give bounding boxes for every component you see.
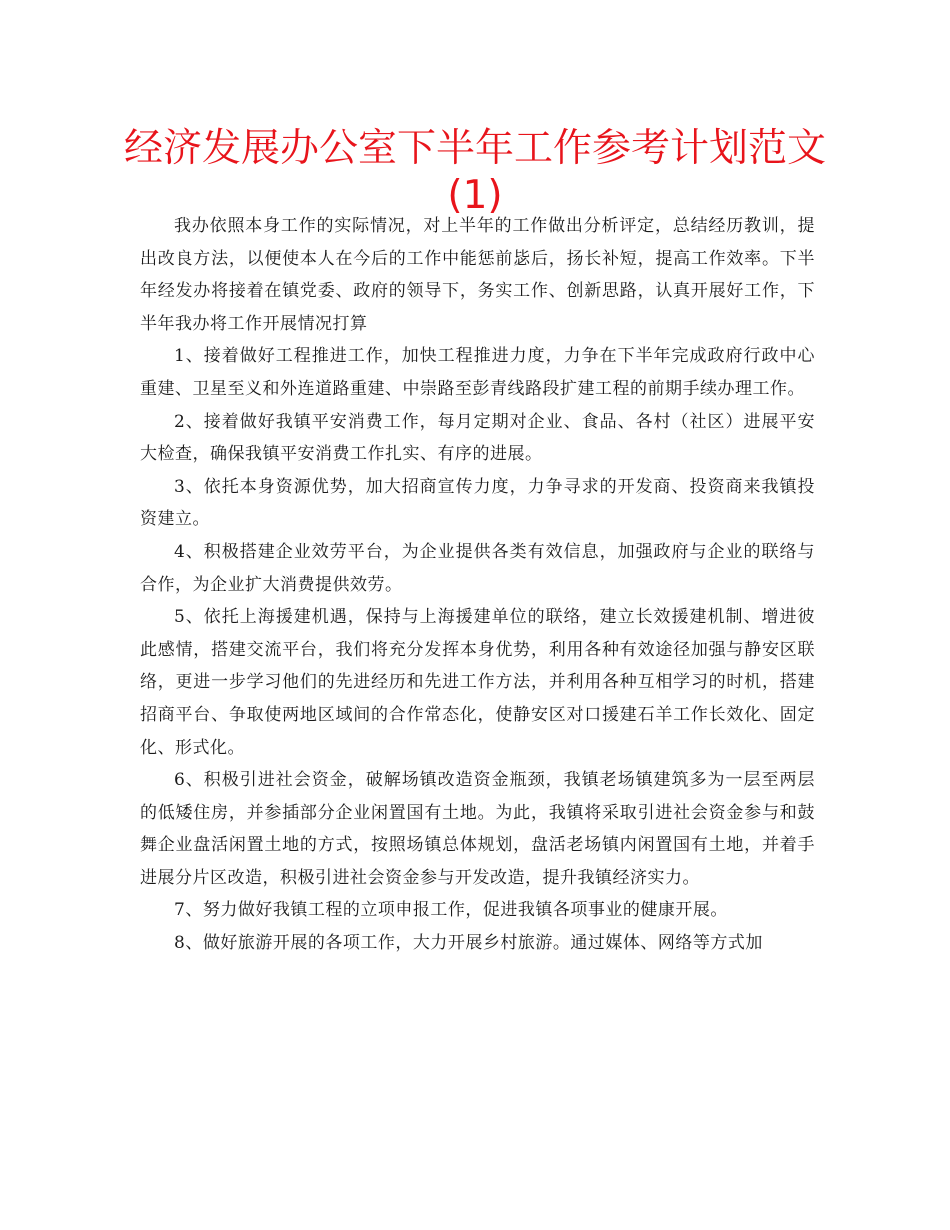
plan-item-1: 1、接着做好工程推进工作，加快工程推进力度，力争在下半年完成政府行政中心重建、卫星至义和外连道路重建、中崇路至彭青线路段扩建工程的前期手续办理工作。 bbox=[140, 346, 815, 399]
plan-item-7: 7、努力做好我镇工程的立项申报工作，促进我镇各项事业的健康开展。 bbox=[174, 900, 728, 921]
plan-item-5: 5、依托上海援建机遇，保持与上海援建单位的联络，建立长效援建机制、增进彼此感情，搭建交流平台，我们将充分发挥本身优势，利用各种有效途径加强与静安区联络，更进一步学习他们的先进经历和先进工作方法，并利用各种互相学习的时机，搭建招商平台、争取使两地区域间的合作常态化，使静安区对口援建石羊工作长效化、固定化、形式化。 bbox=[140, 607, 815, 758]
plan-item-4: 4、积极搭建企业效劳平台，为企业提供各类有效信息，加强政府与企业的联络与合作，为企业扩大消费提供效劳。 bbox=[140, 541, 815, 595]
plan-item-6: 6、积极引进社会资金，破解场镇改造资金瓶颈，我镇老场镇建筑多为一层至两层的低矮住房，并参插部分企业闲置国有土地。为此，我镇将采取引进社会资金参与和鼓舞企业盘活闲置土地的方式，按照场镇总体规划，盘活老场镇内闲置国有土地，并着手进展分片区改造，积极引进社会资金参与开发改造，提升我镇经济实力。 bbox=[140, 770, 815, 888]
document-title: 经济发展办公室下半年工作参考计划范文 bbox=[123, 126, 826, 171]
plan-item-8: 8、做好旅游开展的各项工作，大力开展乡村旅游。通过媒体、网络等方式加 bbox=[174, 933, 763, 954]
document-title-suffix: (1) bbox=[447, 173, 503, 218]
plan-item-3: 3、依托本身资源优势，加大招商宣传力度，力争寻求的开发商、投资商来我镇投资建立。 bbox=[140, 476, 815, 530]
intro-paragraph: 我办依照本身工作的实际情况，对上半年的工作做出分析评定，总结经历教训，提出改良方法，以便使本人在今后的工作中能惩前毖后，扬长补短，提高工作效率。下半年经发办将接着在镇党委、政府的领导下，务实工作、创新思路，认真开展好工作，下半年我办将工作开展情况打算 bbox=[140, 216, 815, 334]
plan-item-2: 2、接着做好我镇平安消费工作，每月定期对企业、食品、各村（社区）进展平安大检查，确保我镇平安消费工作扎实、有序的进展。 bbox=[140, 411, 815, 465]
document-body bbox=[140, 210, 815, 960]
